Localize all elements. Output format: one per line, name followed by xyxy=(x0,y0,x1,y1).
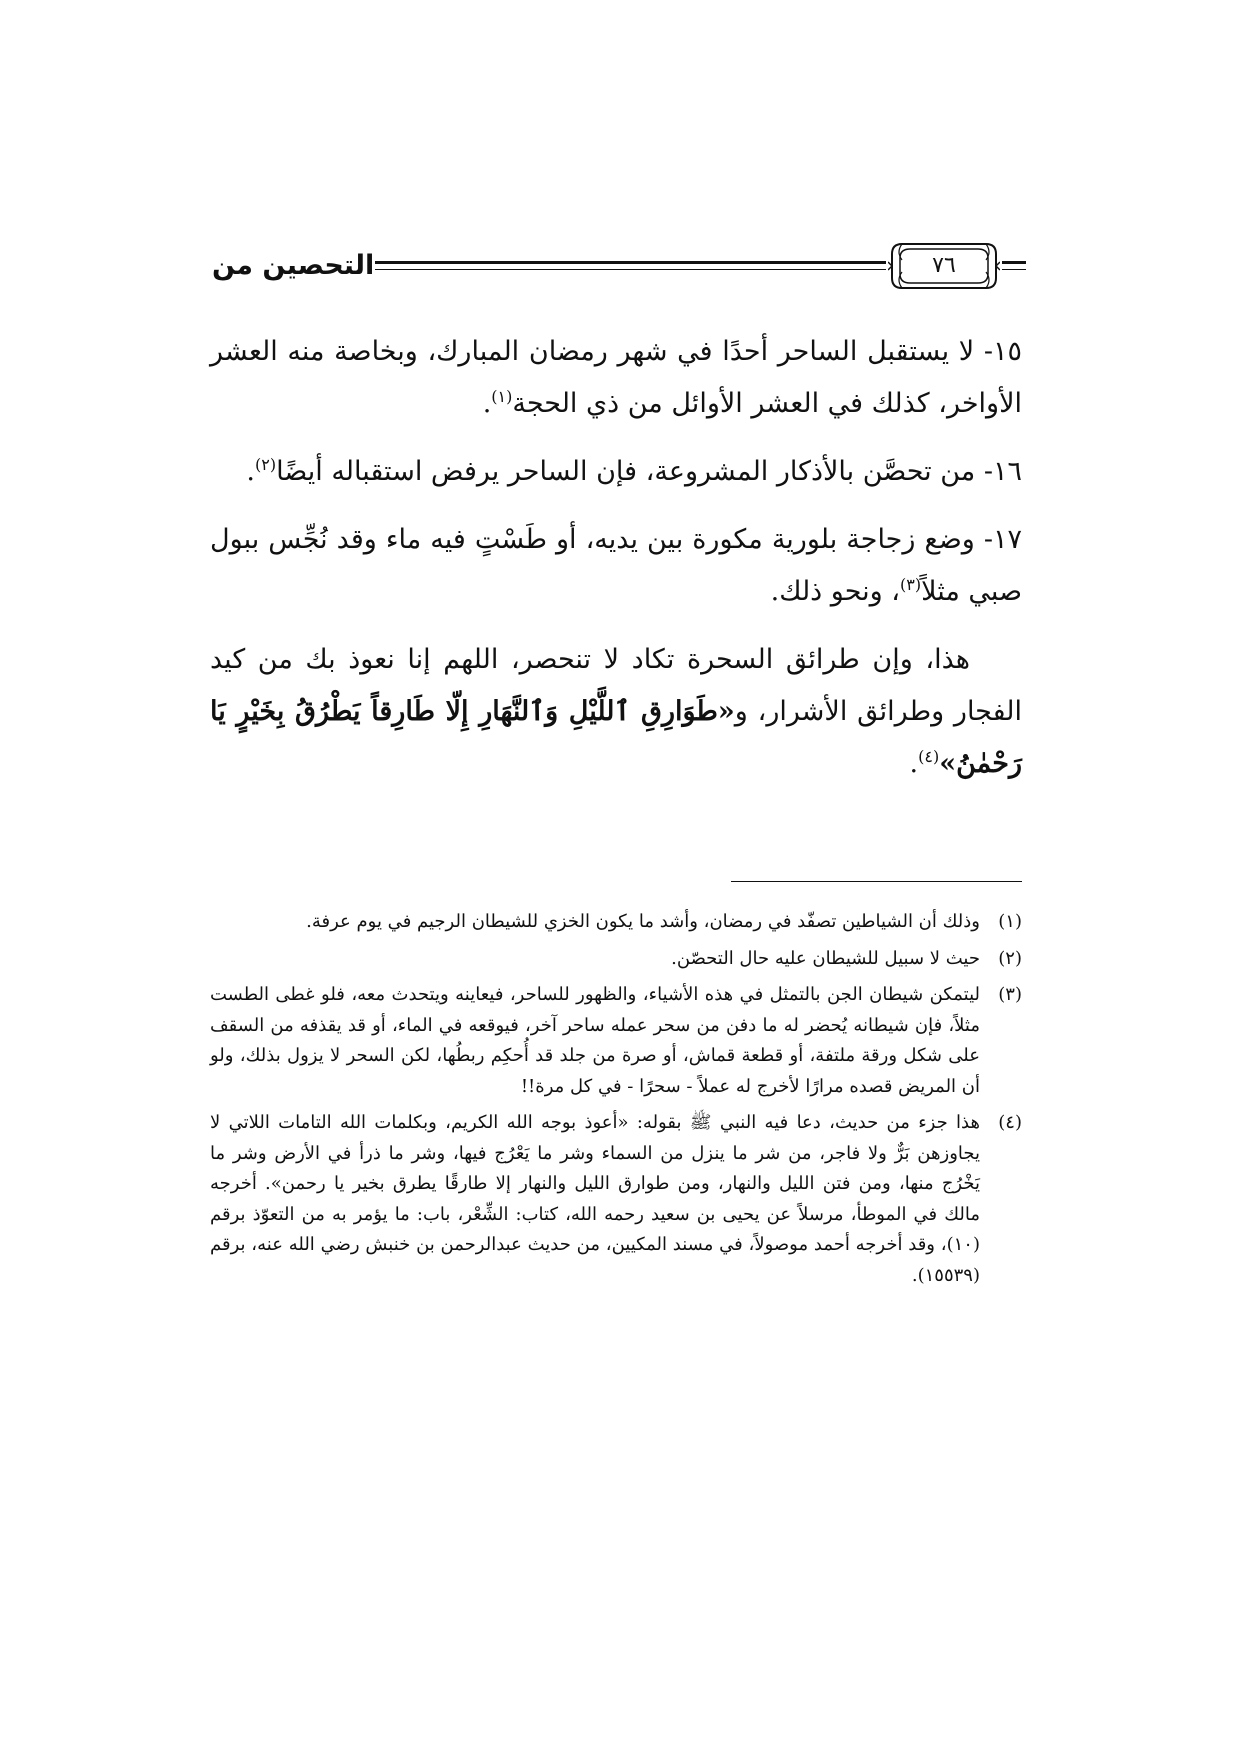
header-rule xyxy=(1002,261,1026,264)
footnote xyxy=(210,944,1022,975)
item-number: ١٧- xyxy=(983,524,1022,555)
closing-text: هذا، وإن طرائق السحرة تكاد لا تنحصر، اللهم إنا نعوذ بك من كيد الفجار وطرائق الأشرار، و xyxy=(210,644,1022,727)
list-item xyxy=(210,446,1022,498)
main-text xyxy=(210,326,1022,817)
footnote-text: حيث لا سبيل للشيطان عليه حال التحصّن. xyxy=(671,947,980,969)
footnote-ref[interactable]: (٢) xyxy=(254,455,277,474)
item-number: ١٥- xyxy=(983,336,1022,367)
footnote-ref[interactable]: (١) xyxy=(491,387,513,406)
page-number-ornament xyxy=(888,240,1000,292)
header-rule xyxy=(375,261,886,264)
footnote xyxy=(210,980,1022,1102)
footnote-number: (٣) xyxy=(998,984,1022,1005)
item-text: لا يستقبل الساحر أحدًا في شهر رمضان المبارك، وبخاصة منه العشر الأواخر، كذلك في العشر الأوائل من ذي الحجة xyxy=(210,336,1022,419)
quoted-supplication: «طَوَارِقِ ٱللَّيْلِ وَٱلنَّهَارِ إِلّا طَارِقاً يَطْرُقُ بِخَيْرٍ يَا رَحْمٰنُ» xyxy=(210,696,1022,779)
item-text: وضع زجاجة بلورية مكورة بين يديه، أو طَسْتٍ فيه ماء وقد نُجِّس ببول صبي مثلاً xyxy=(210,524,1022,607)
punctuation: . xyxy=(482,388,492,419)
footnote-text: هذا جزء من حديث، دعا فيه النبي ﷺ بقوله: «أعوذ بوجه الله الكريم، وبكلمات الله التامات اللاتي لا يجاوزهن بَرٌّ ولا فاجر، من شر ما ينزل من السماء وشر ما يَعْرُج فيها، وشر ما ذرأ في الأرض وشر ما يَخْرُج منها، ومن فتن الليل والنهار، ومن طوارق الليل والنهار إلا طارقًا يطرق بخير يا رحمن». أخرجه مالك في الموطأ، مرسلاً عن يحيى بن سعيد رحمه الله، كتاب: الشِّعْر، باب: ما يؤمر به من التعوّذ برقم (١٠)، وقد أخرجه أحمد موصولاً، في مسند المكيين، من حديث عبدالرحمن بن خنبش رضي الله عنه، برقم (١٥٥٣٩). xyxy=(210,1112,980,1286)
page-number: ٧٦ xyxy=(932,253,956,278)
footnote xyxy=(210,907,1022,938)
header-rule xyxy=(1002,269,1026,270)
footnotes xyxy=(210,907,1022,1297)
footnote-separator xyxy=(731,881,1022,882)
list-item xyxy=(210,514,1022,618)
header-title: التحصين من xyxy=(212,250,375,281)
footnote-number: (٢) xyxy=(998,947,1022,969)
footnote-number: (١) xyxy=(998,911,1022,932)
running-header xyxy=(212,240,1024,296)
item-number: ١٦- xyxy=(983,456,1022,487)
footnote-text: ليتمكن شيطان الجن بالتمثل في هذه الأشياء، والظهور للساحر، فيعاينه ويتحدث معه، فلو غطى الطست مثلاً، فإن شيطانه يُحضر له ما دفن من سحر عمله ساحر آخر، فيوقعه في الماء، أو قد يقذفه من السقف على شكل ورقة ملتفة، أو قطعة قماش، أو صرة من جلد قد أُحكِم ربطُها، لكن السحر لا يزول بذلك، ولو أن المريض قصده مرارًا لأخرج له عملاً - سحرًا - في كل مرة!! xyxy=(210,984,981,1097)
item-text: من تحصَّن بالأذكار المشروعة، فإن الساحر يرفض استقباله أيضًا xyxy=(276,456,976,487)
footnote-text: وذلك أن الشياطين تصفّد في رمضان، وأشد ما يكون الخزي للشيطان الرجيم في يوم عرفة. xyxy=(306,911,980,932)
punctuation: . xyxy=(246,456,255,487)
punctuation: . xyxy=(909,748,919,779)
footnote xyxy=(210,1108,1022,1291)
closing-paragraph xyxy=(210,634,1022,790)
footnote-number: (٤) xyxy=(998,1112,1022,1133)
header-rule xyxy=(375,269,886,270)
footnote-ref[interactable]: (٤) xyxy=(918,747,940,766)
footnote-ref[interactable]: (٣) xyxy=(900,575,922,594)
item-text-after: ، ونحو ذلك. xyxy=(770,576,901,607)
list-item xyxy=(210,326,1022,430)
